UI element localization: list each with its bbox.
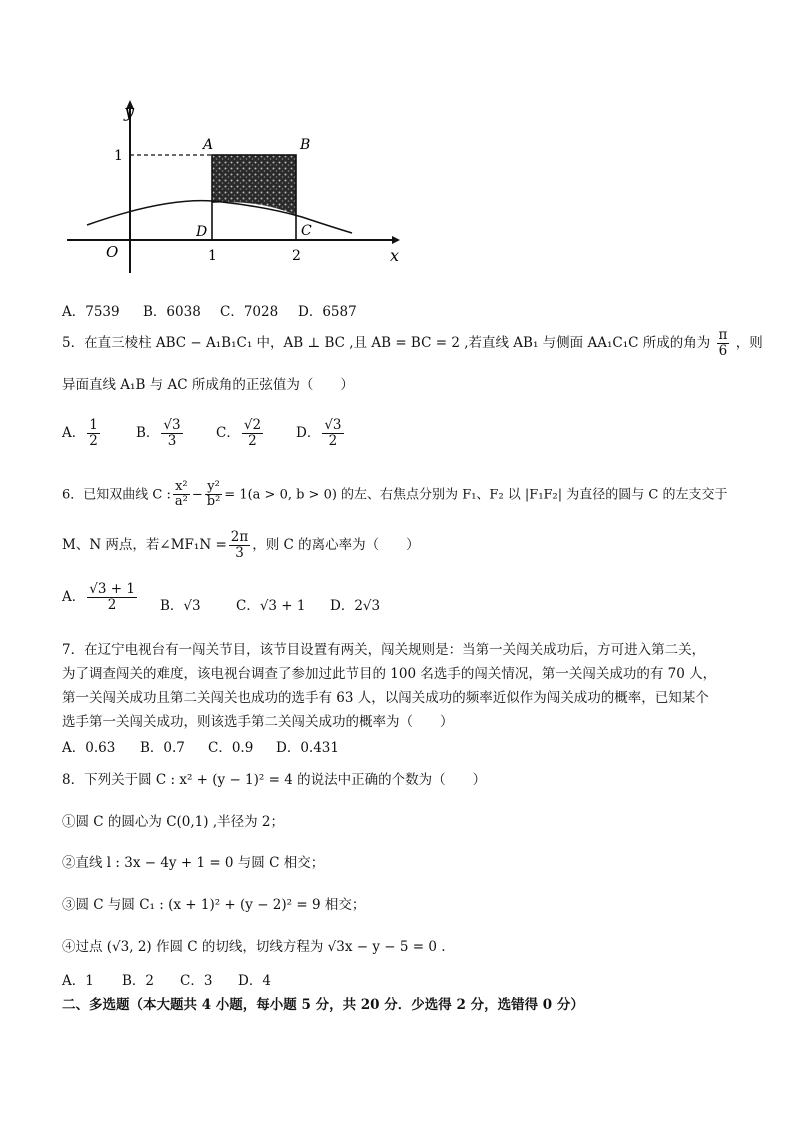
- tick-2-x: 2: [292, 248, 301, 264]
- q6-line2-end: ，则 C 的离心率为（ ）: [252, 536, 420, 553]
- q6-angle-den: 3: [235, 544, 244, 561]
- q5-option-c-letter: C．: [216, 424, 240, 441]
- q5-option-d-letter: D．: [296, 424, 321, 441]
- q5-option-b[interactable]: [136, 418, 185, 449]
- q5-a-num: 1: [89, 417, 98, 433]
- q5-a-den: 2: [89, 432, 98, 449]
- label-D: D: [196, 224, 208, 240]
- q5-option-a[interactable]: [62, 418, 102, 449]
- section-2-heading: 二、多选题（本大题共 4 小题，每小题 5 分，共 20 分．少选得 2 分，选错得 0 分）: [62, 997, 584, 1013]
- q5-option-d[interactable]: [296, 418, 346, 449]
- q6-option-c[interactable]: C．√3 + 1: [236, 598, 306, 614]
- q6-f1-num: x²: [173, 480, 190, 495]
- q7-line-2: 为了调查闯关的难度，该电视台调查了参加过此节目的 100 名选手的闯关情况，第一关闯关成功的有 70 人，: [62, 666, 717, 682]
- q6-stem-line2: [62, 530, 420, 561]
- q5-c-num: √2: [243, 417, 262, 433]
- q5-stem-text: 5．在直三棱柱 ABC − A₁B₁C₁ 中，AB ⊥ BC ,且 AB = BC = 2 ,若直线 AB₁ 与侧面 AA₁C₁C 所成的角为: [62, 334, 711, 351]
- q6-stem-start: 6．已知双曲线 C :: [62, 487, 171, 503]
- q4-option-c[interactable]: C．7028: [220, 304, 279, 320]
- q5-option-b-letter: B．: [136, 424, 160, 441]
- q5-d-num: √3: [324, 417, 342, 433]
- curve: [87, 201, 352, 233]
- q5-b-den: 3: [167, 432, 177, 449]
- problem-figure: [62, 95, 407, 275]
- q5-c-den: 2: [248, 432, 257, 449]
- y-axis-label: y: [124, 101, 135, 122]
- label-B: B: [300, 137, 311, 153]
- q8-option-c[interactable]: C．3: [180, 973, 213, 989]
- q5-angle-den: 6: [718, 342, 728, 359]
- q8-statement-4: ④过点 (√3, 2) 作圆 C 的切线，切线方程为 √3x − y − 5 = 0 .: [62, 939, 446, 955]
- q4-option-a[interactable]: A．7539: [62, 304, 120, 320]
- q6-minus: −: [191, 487, 203, 503]
- q5-option-c[interactable]: [216, 418, 265, 449]
- q4-option-b[interactable]: B．6038: [143, 304, 201, 320]
- label-C: C: [301, 223, 312, 239]
- q7-option-a[interactable]: A．0.63: [62, 740, 116, 756]
- q7-line-1: 7．在辽宁电视台有一闯关节目，该节目设置有两关，闯关规则是：当第一关闯关成功后，方可进入第二关，: [62, 642, 706, 658]
- x-axis-label: x: [390, 246, 400, 265]
- q5-stem-line1: [62, 328, 763, 359]
- q7-option-d[interactable]: D．0.431: [276, 740, 339, 756]
- q8-statement-2: ②直线 l : 3x − 4y + 1 = 0 与圆 C 相交；: [62, 855, 325, 871]
- q6-a-num: √3 + 1: [89, 581, 135, 597]
- q7-line-3: 第一关闯关成功且第二关闯关也成功的选手有 63 人，以闯关成功的频率近似作为闯关成功的概率，已知某个: [62, 690, 709, 706]
- q6-f2-num: y²: [205, 480, 223, 495]
- q6-f2-den: b²: [206, 494, 221, 510]
- q8-statement-1: ①圆 C 的圆心为 C(0,1) ,半径为 2；: [62, 814, 284, 830]
- q8-option-a[interactable]: A．1: [62, 973, 94, 989]
- q6-option-d[interactable]: D．2√3: [330, 598, 381, 614]
- q7-line-4: 选手第一关闯关成功，则该选手第二关闯关成功的概率为（ ）: [62, 714, 454, 730]
- q6-stem-end: = 1(a > 0, b > 0) 的左、右焦点分别为 F₁、F₂ 以 |F₁F₂| 为直径的圆与 C 的左支交于: [224, 487, 728, 503]
- q7-option-b[interactable]: B．0.7: [140, 740, 185, 756]
- q8-stem: 8．下列关于圆 C : x² + (y − 1)² = 4 的说法中正确的个数为（ ）: [62, 772, 487, 788]
- label-A: A: [203, 137, 214, 153]
- q8-option-d[interactable]: D．4: [238, 973, 271, 989]
- q5-angle-num: π: [718, 327, 728, 343]
- q6-stem-line1: [62, 480, 728, 510]
- q6-a-den: 2: [107, 596, 117, 613]
- q5-d-den: 2: [328, 432, 338, 449]
- q4-option-d[interactable]: D．6587: [298, 304, 357, 320]
- q6-f1-den: a²: [174, 494, 188, 510]
- q5-option-a-letter: A．: [62, 424, 86, 441]
- q6-option-a-letter: A．: [62, 588, 86, 605]
- origin-label: O: [106, 243, 119, 261]
- q5-angle-fraction: [717, 328, 730, 359]
- q8-option-b[interactable]: B．2: [122, 973, 155, 989]
- q5-b-num: √3: [163, 417, 181, 433]
- q7-option-c[interactable]: C．0.9: [208, 740, 254, 756]
- tick-1-x: 1: [208, 248, 217, 264]
- q6-angle-num: 2π: [230, 529, 249, 545]
- tick-1-y: 1: [114, 148, 123, 164]
- q6-line2-start: M、N 两点，若∠MF₁N =: [62, 536, 227, 553]
- q5-stem-line2: 异面直线 A₁B 与 AC 所成角的正弦值为（ ）: [62, 377, 354, 393]
- q6-option-a[interactable]: [62, 582, 139, 613]
- q5-stem-end: ，则: [735, 334, 763, 351]
- q8-statement-3: ③圆 C 与圆 C₁ : (x + 1)² + (y − 2)² = 9 相交；: [62, 897, 366, 913]
- q6-option-b[interactable]: B．√3: [160, 598, 201, 614]
